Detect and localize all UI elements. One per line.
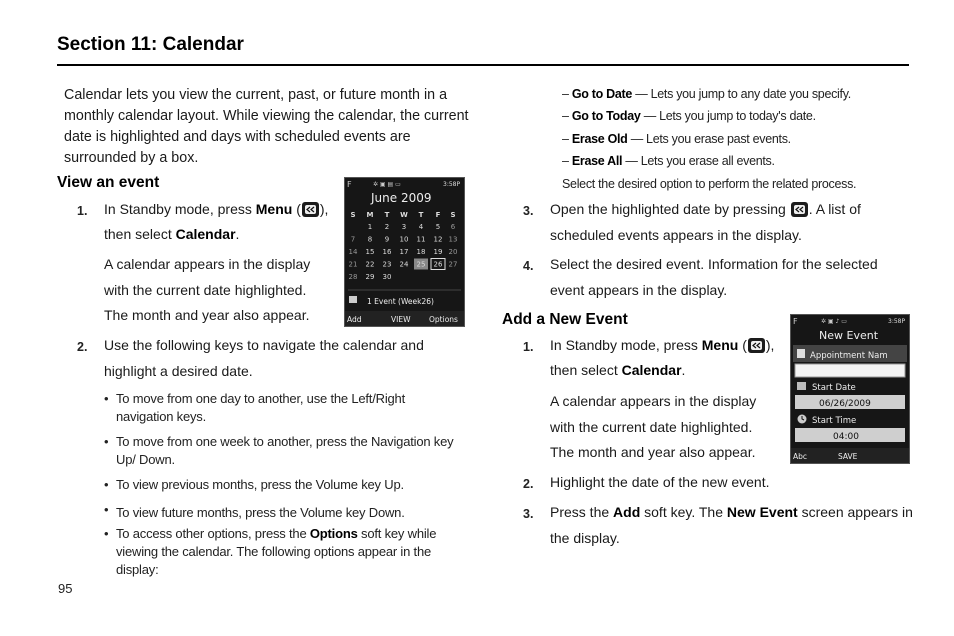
- day-cell: 22: [365, 260, 375, 269]
- event-text: 1 Event (Week26): [367, 297, 434, 306]
- add-step2-text: Highlight the date of the new event.: [550, 474, 770, 490]
- view-step1-line1: In Standby mode, press Menu ( ),: [104, 201, 329, 217]
- step-number: 2.: [77, 340, 88, 354]
- bullet-dot: •: [104, 434, 109, 449]
- option-erase-all: – Erase All — Lets you erase all events.: [562, 154, 775, 168]
- clock-text: 3:58P: [888, 318, 906, 325]
- bullet-item: To move from one week to another, press the Navigation key Up/ Down.: [116, 434, 454, 467]
- add-step3-text: Press the Add soft key. The New Event screen appears in the display.: [550, 504, 913, 546]
- day-cell: 28: [348, 273, 358, 281]
- weekday-label: W: [400, 211, 408, 219]
- softkey-save: SAVE: [838, 452, 858, 461]
- event-icon: [349, 296, 357, 303]
- appointment-label: Appointment Nam: [810, 351, 888, 361]
- option-go-to-date: – Go to Date — Lets you jump to any date you specify.: [562, 87, 851, 101]
- weekday-label: S: [350, 211, 356, 219]
- screen-title: New Event: [819, 329, 879, 342]
- intro-paragraph: Calendar lets you view the current, past, or future month in a monthly calendar layout. While viewing the calendar, the current date is highlighted and days with scheduled events are surrounded by a box.: [64, 87, 469, 166]
- day-cell: 2: [384, 223, 390, 231]
- options-bullet: To access other options, press the Options soft key while viewing the calendar. The following options appear in the display:: [116, 526, 437, 577]
- start-time-label: Start Time: [812, 416, 857, 426]
- day-cell: 19: [433, 248, 443, 256]
- day-cell: 15: [365, 248, 375, 256]
- softkey-view: VIEW: [391, 315, 411, 324]
- bullet-dot: •: [104, 391, 109, 406]
- appointment-icon: [797, 349, 805, 358]
- start-time-value: 04:00: [833, 432, 859, 442]
- start-date-value: 06/26/2009: [819, 399, 871, 409]
- day-cell: 6: [450, 223, 456, 231]
- title-rule: [57, 64, 909, 66]
- add-step1-line2: then select Calendar.: [550, 362, 686, 378]
- day-cell: 9: [384, 235, 390, 244]
- day-cell: 25: [416, 260, 426, 269]
- start-date-label: Start Date: [812, 383, 856, 393]
- day-cell: 17: [399, 248, 409, 256]
- step3-text: Open the highlighted date by pressing . A list of scheduled events appears in the display.: [550, 201, 861, 243]
- step4-text: Select the desired event. Information for the selected event appears in the display.: [550, 256, 878, 298]
- weekday-label: F: [435, 211, 441, 219]
- bullet-dot: •: [104, 526, 109, 541]
- signal-icon: F: [347, 180, 352, 189]
- day-cell: 12: [433, 235, 443, 244]
- day-cell: 26: [433, 260, 443, 269]
- select-option-text: Select the desired option to perform the related process.: [562, 177, 857, 191]
- new-event-screen-svg: [791, 315, 909, 463]
- day-cell: 11: [416, 235, 426, 244]
- day-cell: 29: [365, 273, 375, 281]
- softkey-abc: Abc: [793, 452, 808, 461]
- bullet-item: To view future months, press the Volume key Down.: [116, 505, 405, 520]
- view-event-heading: View an event: [57, 174, 160, 191]
- day-cell: 13: [448, 235, 458, 244]
- day-cell: 18: [416, 248, 426, 256]
- ok-key-icon: [791, 202, 808, 217]
- day-cell: 23: [382, 260, 392, 269]
- step-number: 3.: [523, 204, 534, 218]
- status-icons: ✲ ▣ ♪ ▭: [821, 318, 847, 325]
- clock-text: 3:58P: [443, 181, 461, 188]
- page-number: 95: [58, 581, 73, 596]
- calendar-screen-svg: [345, 178, 464, 326]
- menu-key-icon: [748, 338, 765, 353]
- day-cell: 21: [348, 260, 358, 269]
- day-cell: 20: [448, 248, 458, 256]
- day-cell: 14: [348, 248, 358, 256]
- step-number: 4.: [523, 259, 534, 273]
- calendar-icon: [797, 382, 806, 390]
- day-cell: 1: [367, 223, 373, 231]
- day-cell: 7: [350, 235, 356, 244]
- bullet-item: To move from one day to another, use the Left/Right navigation keys.: [116, 391, 405, 424]
- option-erase-old: – Erase Old — Lets you erase past events.: [562, 132, 791, 146]
- bullet-dot: •: [104, 477, 109, 492]
- calendar-screen-image: [344, 177, 465, 327]
- menu-key-icon: [302, 202, 319, 217]
- day-cell: 5: [435, 223, 441, 231]
- month-title: June 2009: [371, 191, 432, 205]
- day-cell: 24: [399, 260, 409, 269]
- softkey-options: Options: [429, 315, 458, 324]
- view-step1-line2: then select Calendar.: [104, 226, 240, 242]
- step-number: 3.: [523, 507, 534, 521]
- add-step1-line1: In Standby mode, press Menu ( ),: [550, 337, 775, 353]
- step-number: 1.: [77, 204, 88, 218]
- day-cell: 4: [418, 223, 424, 231]
- day-cell: 10: [399, 235, 409, 244]
- step-number: 1.: [523, 340, 534, 354]
- status-icons: ✲ ▣ ▤ ▭: [373, 181, 401, 188]
- section-title: Section 11: Calendar: [57, 34, 244, 55]
- day-cell: 30: [382, 273, 392, 281]
- weekday-row: [350, 211, 455, 219]
- appointment-input: [795, 364, 905, 377]
- weekday-label: M: [366, 211, 374, 219]
- weekday-label: S: [450, 211, 456, 219]
- day-cell: 3: [401, 223, 407, 231]
- day-cell: 27: [448, 260, 458, 269]
- weekday-label: T: [384, 211, 390, 219]
- option-go-to-today: – Go to Today — Lets you jump to today's date.: [562, 109, 816, 123]
- weekday-label: T: [418, 211, 424, 219]
- day-cell: 16: [382, 248, 392, 256]
- view-step1-sub: A calendar appears in the display with the current date highlighted. The month and year also appear.: [104, 256, 311, 323]
- bullet-dot: •: [104, 502, 109, 517]
- add-event-heading: Add a New Event: [502, 311, 628, 328]
- bullet-item: To view previous months, press the Volume key Up.: [116, 477, 404, 492]
- add-step1-sub: A calendar appears in the display with the current date highlighted. The month and year also appear.: [550, 393, 757, 460]
- step-number: 2.: [523, 477, 534, 491]
- signal-icon: F: [793, 317, 798, 326]
- softkey-add: Add: [347, 315, 362, 324]
- view-step2-text: Use the following keys to navigate the calendar and highlight a desired date.: [104, 337, 424, 379]
- day-cell: 8: [367, 235, 373, 244]
- new-event-screen-image: [790, 314, 910, 464]
